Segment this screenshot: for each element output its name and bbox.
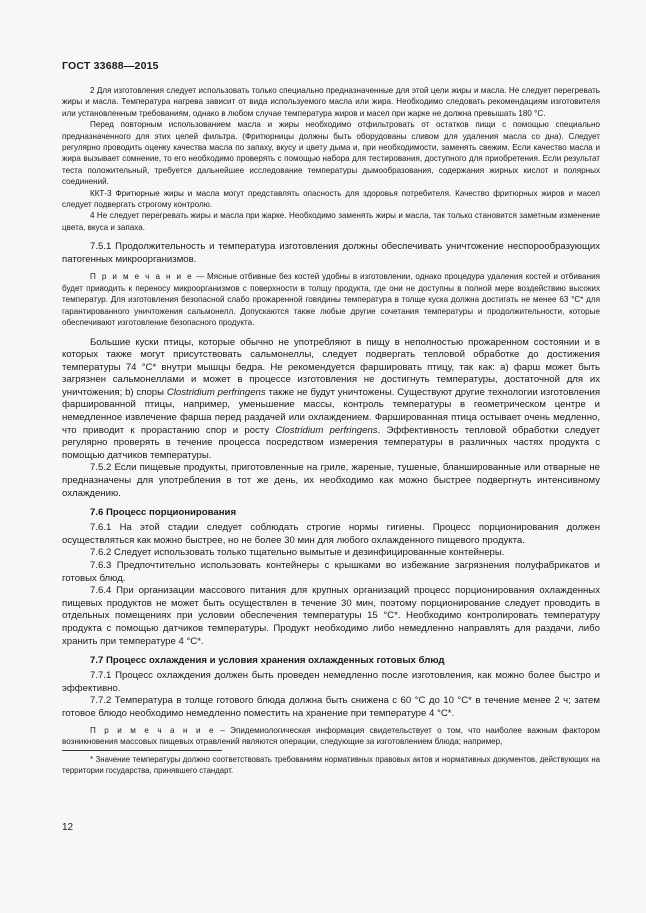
footnote-divider (62, 750, 222, 751)
species-name: Clostridium perfringens (166, 386, 266, 398)
paragraph-no-overheat: 4 Не следует перегревать жиры и масла при жарке. Необходимо заменять жиры и масла, так только становится заметным изменение цвета, вкуса и запаха. (62, 211, 600, 232)
note-label: П р и м е ч а н и е (90, 272, 194, 282)
paragraph-kkt3: ККТ-3 Фритюрные жиры и масла могут представлять опасность для здоровья потребителя. Качество фритюрных жиров и масел следует подвергать строгому контролю. (62, 188, 600, 210)
paragraph-7-6-4: 7.6.4 При организации массового питания для крупных организаций процесс порционирования охлажденных пищевых продуктов не может быть осуществлен в течение 30 мин, поэтому порционирование следует проводить в отдельных помещениях при условии обеспечения температуры 15 °С*. Необходимо контролировать температуру продукта с помощью датчиков температуры. Продукт необходимо либо немедленно направлять для раздачи, либо хранить при температуре 4 °С*. (62, 585, 600, 647)
paragraph-7-6-3: 7.6.3 Предпочтительно использовать контейнеры с крышками во избежание загрязнения полуфабрикатов и готовых блюд. (62, 560, 600, 584)
note-meat (62, 271, 600, 328)
footnote-temperature: * Значение температуры должно соответствовать требованиям нормативных правовых актов и нормативных документов, действующих на территории государства, принявшего стандарт. (62, 755, 600, 776)
species-name: Clostridium perfringens (275, 424, 378, 436)
paragraph-7-5-2: 7.5.2 Если пищевые продукты, приготовленные на гриле, жареные, тушеные, бланшированные или отварные не предназначены для употребления в тот же день, их необходимо как можно быстрее подвергнуть интенсивному охлаждению. (62, 462, 600, 499)
note-label: П р и м е ч а н и е (90, 725, 216, 735)
paragraph-poultry (62, 337, 600, 463)
paragraph-oil-usage: 2 Для изготовления следует использовать только специально предназначенные для этой цели жиры и масла. Не следует перегревать жиры и масла. Температура нагрева зависит от вида используемого масла или жира. Необходимо следовать рекомендациям изготовителя или установленным требованиям, однако в любом случае температура жиров и масел при жарке не должна превышать 180 °С. (62, 86, 600, 118)
section-heading-7-6: 7.6 Процесс порционирования (90, 507, 237, 519)
note-text: – Эпидемиологическая информация свидетельствует о том, что наиболее важным фактором возникновения массовых пищевых отравлений являются операции, следующие за изготовлением блюда; например, (62, 725, 600, 746)
text-run: . Эффективность тепловой обработки следует регулярно проверять в течение процесса посредством измерения температуры в различных частях продукта с помощью датчиков температуры. (62, 424, 601, 461)
paragraph-oil-filtering: Перед повторным использованием масла и жиры необходимо отфильтровать от остатков пищи с помощью специально предназначенного для этих целей фильтра. (Фритюрницы должны быть оборудованы сливом для удаления масла со дна). Следует регулярно проводить оценку качества масла по запаху, вкусу и цвету дыма и, при необходимости, заменять свежим. Если качество масла и жира вызывает сомнение, то его необходимо проверять с помощью набора для тестирования, доступного для приобретения. Если результат теста положительный, требуется дальнейшее исследование температуры дымообразования, содержания жирных кислот и полярных соединений. (62, 120, 600, 187)
paragraph-7-7-2: 7.7.2 Температура в толще готового блюда должна быть снижена с 60 °С до 10 °С* в течение менее 2 ч; затем готовое блюдо необходимо немедленно поместить на хранение при температуре 4 °С*. (62, 695, 600, 719)
text-run: также не будут уничтожены. Существуют другие технологии изготовления фаршированной птицы, например, уменьшение массы, контроль температуры в геометрическом центре и немедленное извлечение фарша перед раздачей или охлаждением. Фаршированная птица остывает очень медленно, что приводит к прорастанию спор и росту (62, 386, 601, 436)
paragraph-7-5-1: 7.5.1 Продолжительность и температура изготовления должны обеспечивать уничтожение неспорообразующих патогенных микроорганизмов. (62, 241, 600, 265)
standard-header: ГОСТ 33688—2015 (62, 60, 159, 72)
text-run: Большие куски птицы, которые обычно не употребляют в пищу в неполностью прожаренном состоянии и в которых также могут присутствовать сальмонеллы, следует подвергать тепловой обработке до достижения температуры 74 °С* внутри мышцы бедра. Не рекомендуется фаршировать птицу, так как: а) фарш может быть загрязнен сальмонеллами и может в процессе изготовления не достигнуть температуры, достаточной для их уничтожения; b) споры (62, 336, 600, 398)
page-content (62, 85, 600, 776)
note-epidemiology (62, 725, 600, 748)
paragraph-7-7-1: 7.7.1 Процесс охлаждения должен быть проведен немедленно после изготовления, как можно более быстро и эффективно. (62, 670, 600, 694)
note-text: — Мясные отбивные без костей удобны в изготовлении, однако процедура удаления костей и отбивания будет приводить к переносу микроорганизмов с поверхности в толщу продукта, где они не доступны в полной мере воздействию высоких температур. Для изготовления безопасной слабо прожаренной говядины температура в толще куска должна достигать не менее 63 °С* для гарантированного уничтожения сальмонелл. Допускаются также любые другие сочетания температуры и продолжительности, которые обеспечивают изготовление безопасного продукта. (62, 272, 600, 328)
section-heading-7-7: 7.7 Процесс охлаждения и условия хранения охлажденных готовых блюд (90, 655, 445, 667)
paragraph-7-6-1: 7.6.1 На этой стадии следует соблюдать строгие нормы гигиены. Процесс порционирования должен осуществляться как можно быстрее, но не более 30 мин для любого охлажденного пищевого продукта. (62, 522, 600, 546)
paragraph-7-6-2: 7.6.2 Следует использовать только тщательно вымытые и дезинфицированные контейнеры. (90, 547, 505, 559)
page-number: 12 (62, 822, 74, 833)
